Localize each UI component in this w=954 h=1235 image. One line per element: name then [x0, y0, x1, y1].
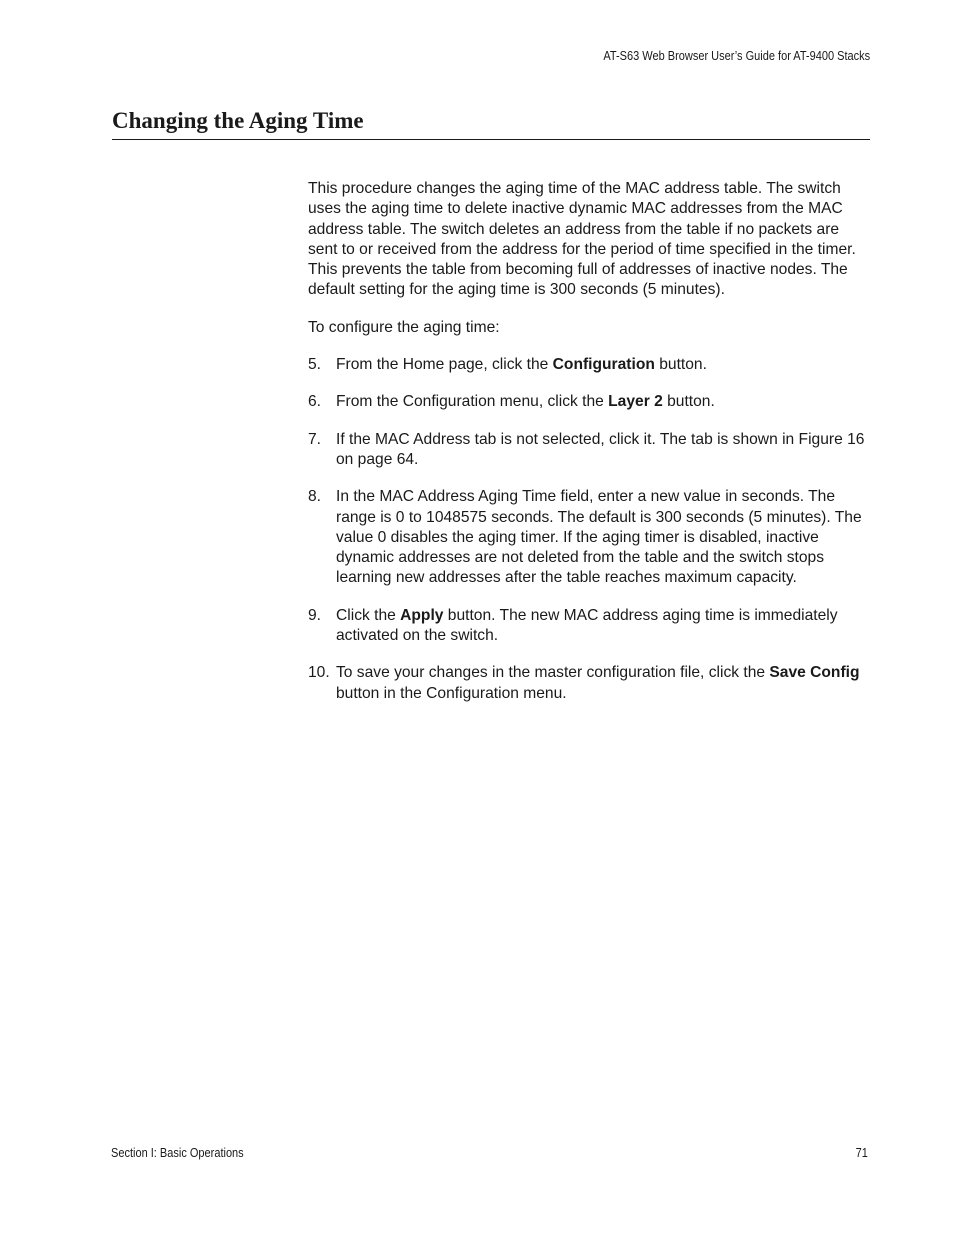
step-number: 8. [308, 488, 322, 506]
step-number: 7. [308, 430, 322, 448]
step-5 [308, 355, 870, 375]
step-text: button in the Configuration menu. [336, 684, 567, 702]
step-9 [308, 606, 870, 647]
page-number: 71 [855, 1146, 868, 1160]
step-text: From the Home page, click the [336, 356, 553, 374]
step-text: From the Configuration menu, click the [336, 393, 609, 411]
section-title: Changing the Aging Time [112, 106, 870, 140]
step-number: 5. [308, 356, 322, 374]
step-text: In the MAC Address Aging Time field, enter a new value in seconds. The range is 0 to 1048575 seconds. The default is 300 seconds (5 minutes). The value 0 disables the aging timer. If the aging timer is disabled, inactive dynamic addresses are not deleted from the table and the switch stops learning new addresses after the table reaches maximum capacity. [336, 488, 862, 587]
step-number: 10. [308, 664, 330, 682]
step-text: button. The new MAC address aging time is immediately activated on the switch. [336, 606, 838, 645]
main-content [308, 179, 870, 721]
step-6 [308, 392, 870, 412]
procedure-steps [308, 355, 870, 704]
step-text: button. [662, 393, 715, 411]
footer-section-label: Section I: Basic Operations [111, 1146, 244, 1160]
apply-button-label: Apply [400, 606, 444, 624]
layer-2-button-label: Layer 2 [608, 393, 663, 411]
step-text: Click the [336, 606, 401, 624]
step-10 [308, 663, 870, 704]
running-header: AT-S63 Web Browser User’s Guide for AT-9400 Stacks [603, 49, 870, 63]
step-7 [308, 430, 870, 471]
step-text: To save your changes in the master configuration file, click the [336, 664, 770, 682]
step-text: If the MAC Address tab is not selected, click it. The tab is shown in Figure 16 on page 64. [336, 430, 865, 468]
configuration-button-label: Configuration [552, 356, 655, 374]
step-number: 6. [308, 393, 322, 411]
step-text: button. [654, 356, 707, 374]
save-config-button-label: Save Config [769, 664, 860, 682]
lead-in-paragraph: To configure the aging time: [308, 318, 500, 336]
step-8 [308, 487, 870, 588]
intro-paragraph: This procedure changes the aging time of the MAC address table. The switch uses the aging time to delete inactive dynamic MAC addresses from the MAC address table. The switch deletes an address from the table if no packets are sent to or received from the address for the period of time specified in the timer. This prevents the table from becoming full of addresses of inactive nodes. The default setting for the aging time is 300 seconds (5 minutes). [308, 180, 856, 299]
step-number: 9. [308, 606, 322, 624]
